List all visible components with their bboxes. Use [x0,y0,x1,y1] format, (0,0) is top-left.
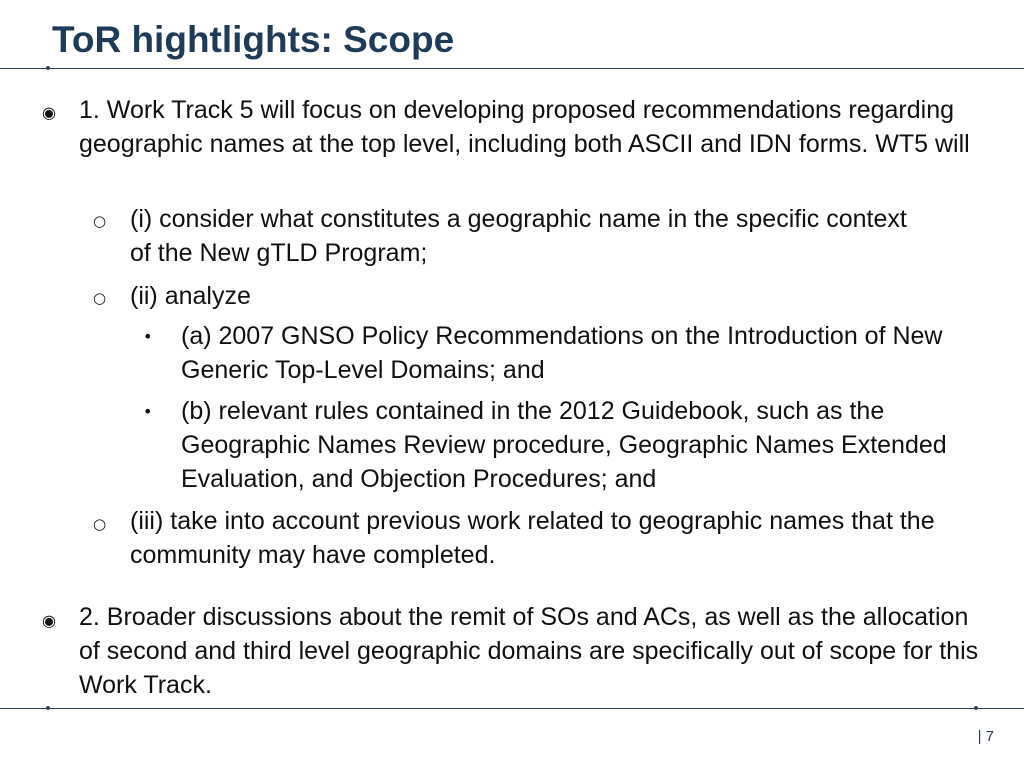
sub-sub-bullet-marker: • [143,402,153,421]
bottom-divider [0,708,1024,709]
sub-sub-bullet-marker: • [143,327,153,346]
list-item-iii: (iii) take into account previous work related to geographic names that the community may have completed. [130,507,935,569]
page-number: | 7 [977,728,994,745]
bullet-marker: ◉ [42,103,56,122]
list-item-ii: (ii) analyze [130,282,251,310]
bullet-marker: ◉ [42,611,56,630]
list-item-2: 2. Broader discussions about the remit of SOs and ACs, as well as the allocation of second and third level geographic domains are specifically out of scope for this Work Track. [79,603,979,699]
list-item-a: (a) 2007 GNSO Policy Recommendations on the Introduction of New Generic Top-Level Domains; and [181,322,943,384]
list-item-1: 1. Work Track 5 will focus on developing proposed recommendations regarding geographic names at the top level, including both ASCII and IDN forms. WT5 will [79,96,970,158]
slide-title: ToR hightlights: Scope [52,19,455,60]
list-item-b: (b) relevant rules contained in the 2012 Guidebook, such as the Geographic Names Review procedure, Geographic Names Extended Evaluation, and Objection Procedures; and [181,397,947,493]
list-item-i: (i) consider what constitutes a geographic name in the specific context of the New gTLD Program; [130,205,907,267]
sub-bullet-marker: ○ [93,212,107,230]
divider-dot [46,706,50,710]
sub-bullet-marker: ○ [93,515,107,533]
divider-dot [974,706,978,710]
sub-bullet-marker: ○ [93,289,107,307]
